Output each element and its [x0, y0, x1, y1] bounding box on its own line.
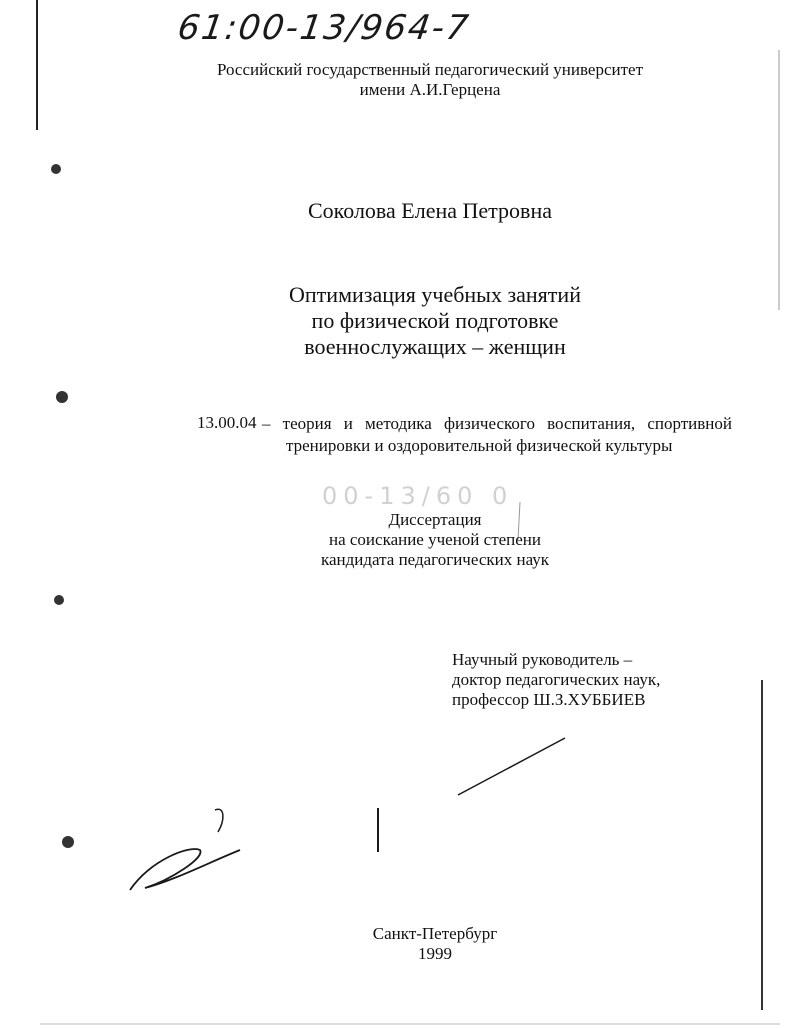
- dissertation-title: [200, 282, 670, 360]
- specialty-code: 13.00.04: [197, 413, 257, 432]
- degree-line-2: на соискание ученой степени: [328, 530, 542, 549]
- signature-stroke-icon: [458, 738, 565, 795]
- university-line-1: Российский государственный педагогический университет: [216, 60, 644, 79]
- binding-hole-icon: [51, 164, 61, 174]
- binding-hole-icon: [62, 836, 74, 848]
- advisor-line-1: Научный руководитель –: [452, 650, 633, 669]
- title-line-2: по физической подготовке: [311, 308, 559, 333]
- archive-code-handwritten: 61:00-13/964-7: [175, 8, 473, 48]
- university-name: [150, 60, 710, 100]
- city: Санкт-Петербург: [372, 924, 498, 943]
- binding-hole-icon: [56, 391, 68, 403]
- university-line-2: имени А.И.Герцена: [359, 80, 501, 99]
- place-and-year: [330, 924, 540, 964]
- degree-line-1: Диссертация: [388, 510, 482, 529]
- author-name: Соколова Елена Петровна: [308, 198, 552, 223]
- specialty-line-1: – теория и методика физического воспитания, спортивной: [262, 414, 732, 433]
- advisor-line-2: доктор педагогических наук,: [452, 670, 661, 689]
- signature-flourish-icon: [215, 809, 223, 832]
- degree-statement: [270, 510, 600, 570]
- binding-hole-icon: [54, 595, 64, 605]
- scientific-advisor: [452, 650, 660, 710]
- specialty-line-2: тренировки и оздоровительной физической культуры: [286, 436, 673, 455]
- library-stamp-number: 00-13/60 0: [322, 482, 514, 510]
- title-line-1: Оптимизация учебных занятий: [289, 282, 581, 307]
- degree-line-3: кандидата педагогических наук: [320, 550, 550, 569]
- title-line-3: военнослужащих – женщин: [304, 334, 566, 359]
- year: 1999: [418, 944, 452, 963]
- advisor-line-3: профессор Ш.З.ХУББИЕВ: [452, 690, 646, 709]
- specialty-description: [262, 413, 732, 457]
- signature-icon: [130, 849, 240, 890]
